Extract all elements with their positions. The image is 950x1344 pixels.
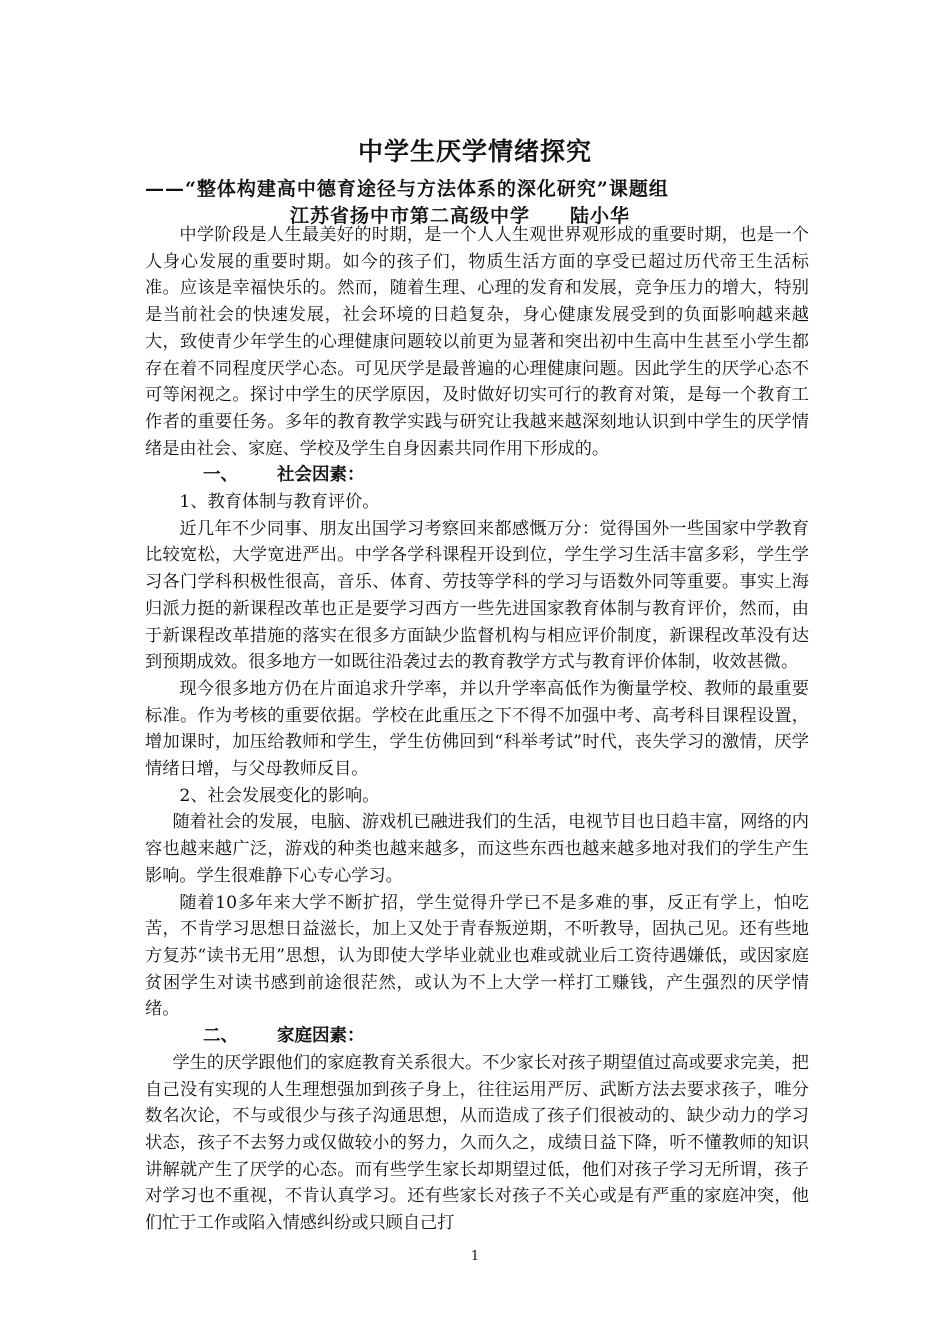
section-number: 一、	[203, 465, 238, 486]
section-heading-family	[145, 1023, 809, 1050]
body-paragraph: 现今很多地方仍在片面追求升学率，并以升学率高低作为衡量学校、教师的最重要标准。作为考核的重要依据。学校在此重压之下不得不加强中考、高考科目课程设置，增加课时，加压给教师和学生，学生仿佛回到“科举考试”时代，丧失学习的激情，厌学情绪日增，与父母教师反目。	[145, 678, 809, 780]
body-paragraph: 随着10多年来大学不断扩招，学生觉得升学已不是多难的事，反正有学上，怕吃苦，不肯学习思想日益滋长，加上又处于青春叛逆期，不听教导，固执己见。还有些地方复苏“读书无用”思想，认为即使大学毕业就业也难或就业后工资待遇嫌低，或因家庭贫困学生对读书感到前途很茫然，或认为不上大学一样打工赚钱，产生强烈的厌学情绪。	[145, 892, 809, 1020]
section-title: 社会因素：	[277, 465, 365, 486]
intro-paragraph: 中学阶段是人生最美好的时期，是一个人人生观世界观形成的重要时期，也是一个人身心发展的重要时期。如今的孩子们，物质生活方面的享受已超过历代帝王生活标准。应该是幸福快乐的。然而，随着生理、心理的发育和发展，竞争压力的增大，特别是当前社会的快速发展，社会环境的日趋复杂，身心健康发展受到的负面影响越来越大，致使青少年学生的心理健康问题较以前更为显著和突出初中生高中生甚至小学生都存在着不同程度厌学心态。可见厌学是最普遍的心理健康问题。因此学生的厌学心态不可等闲视之。探讨中学生的厌学原因，及时做好切实可行的教育对策，是每一个教育工作者的重要任务。多年的教育教学实践与研究让我越来越深刻地认识到中学生的厌学情绪是由社会、家庭、学校及学生自身因素共同作用下形成的。	[145, 225, 809, 459]
author-name: 陆小华	[570, 205, 631, 227]
section-number: 二、	[203, 1026, 238, 1047]
document-title: 中学生厌学情绪探究	[357, 137, 592, 166]
subsection-title-education-system: 1、教育体制与教育评价。	[179, 492, 380, 513]
page-number: 1	[470, 1249, 480, 1264]
body-paragraph: 近几年不少同事、朋友出国学习考察回来都感慨万分：觉得国外一些国家中学教育比较宽松，大学宽进严出。中学各学科课程开设到位，学生学习生活丰富多彩，学生学习各门学科积极性很高，音乐、体育、劳技等学科的学习与语数外同等重要。事实上海归派力挺的新课程改革也正是要学习西方一些先进国家教育体制与教育评价，然而，由于新课程改革措施的落实在很多方面缺少监督机构与相应评价制度，新课程改革没有达到预期成效。很多地方一如既往沿袭过去的教育教学方式与教育评价体制，收效甚微。	[145, 518, 809, 673]
body-paragraph: 学生的厌学跟他们的家庭教育关系很大。不少家长对孩子期望值过高或要求完美，把自己没有实现的人生理想强加到孩子身上，往往运用严厉、武断方法去要求孩子，唯分数名次论，不与或很少与孩子沟通思想，从而造成了孩子们很被动的、缺少动力的学习状态，孩子不去努力或仅做较小的努力，久而久之，成绩日益下降，听不懂教师的知识讲解就产生了厌学的心态。而有些学生家长却期望过低，他们对孩子学习无所谓，孩子对学习也不重视，不肯认真学习。还有些家长对孩子不关心或是有严重的家庭冲突，他们忙于工作或陷入情感纠纷或只顾自己打	[145, 1052, 809, 1234]
subsection-title-social-change: 2、社会发展变化的影响。	[179, 785, 380, 806]
section-title: 家庭因素：	[277, 1026, 365, 1047]
author-school: 江苏省扬中市第二高级中学	[290, 205, 531, 227]
document-body	[145, 222, 809, 1237]
document-subtitle: ——“整体构建高中德育途径与方法体系的深化研究”课题组	[145, 178, 669, 200]
section-heading-social	[145, 462, 809, 489]
body-paragraph: 随着社会的发展，电脑、游戏机已融进我们的生活，电视节目也日趋丰富，网络的内容也越来越广泛，游戏的种类也越来越多，而这些东西也越来越多地对我们的学生产生影响。学生很难静下心专心学习。	[145, 812, 809, 886]
